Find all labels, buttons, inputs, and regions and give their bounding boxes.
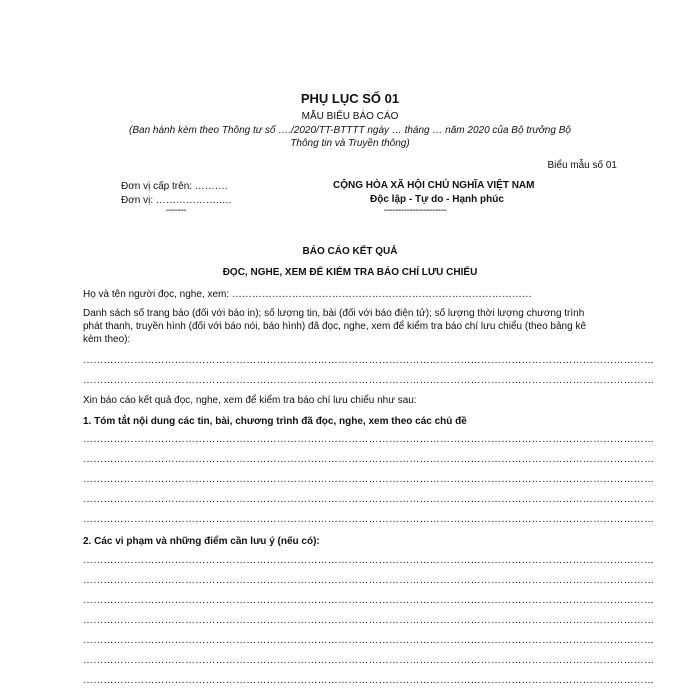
report-subtitle: ĐỌC, NGHE, XEM ĐỂ KIỂM TRA BÁO CHÍ LƯU CHIỂU — [222, 267, 478, 278]
form-code: Biểu mẫu số 01 — [547, 160, 617, 171]
answer-line: …………………………………………………………………………………………………………………………………………………… — [83, 675, 655, 686]
form-subtitle: MẪU BIỂU BÁO CÁO — [301, 111, 399, 122]
superior-unit-field: Đơn vị cấp trên: ………. — [121, 181, 228, 192]
section-2-heading: 2. Các vi phạm và những điểm cần lưu ý (nếu có): — [83, 536, 320, 547]
section-1-heading: 1. Tóm tắt nội dung các tin, bài, chương trình đã đọc, nghe, xem theo các chủ đề — [83, 416, 467, 427]
right-divider: ---------------------- — [384, 205, 447, 216]
unit-field: Đơn vị: ……………….…. — [121, 195, 232, 206]
answer-line: …………………………………………………………………………………………………………………………………………………… — [83, 615, 655, 626]
answer-line: …………………………………………………………………………………………………………………………………………………… — [83, 375, 655, 386]
left-divider: ------- — [166, 205, 186, 216]
answer-line: …………………………………………………………………………………………………………………………………………………… — [83, 595, 655, 606]
issued-note-line1: (Ban hành kèm theo Thông tư số …./2020/TT-BTTTT ngày … tháng … năm 2020 của Bộ trưởng Bộ — [129, 125, 571, 136]
answer-line: …………………………………………………………………………………………………………………………………………………… — [83, 494, 655, 505]
answer-line: …………………………………………………………………………………………………………………………………………………… — [83, 514, 655, 525]
motto: Độc lập - Tự do - Hạnh phúc — [370, 194, 504, 205]
answer-line: …………………………………………………………………………………………………………………………………………………… — [83, 454, 655, 465]
answer-line: …………………………………………………………………………………………………………………………………………………… — [83, 555, 655, 566]
list-description: Danh sách số trang báo (đối với báo in); số lượng tin, bài (đối với báo điện tử); số lượng thời lượng chương trình phát thanh, truyền hình (đối với báo nói, báo hình) đã đọc, nghe, xem để kiểm tra báo chí lưu chiểu (theo bảng kê kèm theo): — [83, 308, 587, 345]
nation-heading: CỘNG HÒA XÃ HỘI CHỦ NGHĨA VIỆT NAM — [333, 180, 535, 191]
issued-note-line2: Thông tin và Truyền thông) — [290, 138, 410, 149]
intro-text: Xin báo cáo kết quả đọc, nghe, xem để kiểm tra báo chí lưu chiểu như sau: — [83, 395, 417, 406]
answer-line: …………………………………………………………………………………………………………………………………………………… — [83, 575, 655, 586]
answer-line: …………………………………………………………………………………………………………………………………………………… — [83, 474, 655, 485]
answer-line: …………………………………………………………………………………………………………………………………………………… — [83, 635, 655, 646]
answer-line: …………………………………………………………………………………………………………………………………………………… — [83, 355, 655, 366]
report-title: BÁO CÁO KẾT QUẢ — [302, 246, 398, 257]
answer-line: …………………………………………………………………………………………………………………………………………………… — [83, 655, 655, 666]
reader-name-field: Họ và tên người đọc, nghe, xem: ……………………………………………………………………………… — [83, 289, 532, 300]
answer-line: …………………………………………………………………………………………………………………………………………………… — [83, 434, 655, 445]
appendix-title: PHỤ LỤC SỐ 01 — [300, 91, 400, 106]
